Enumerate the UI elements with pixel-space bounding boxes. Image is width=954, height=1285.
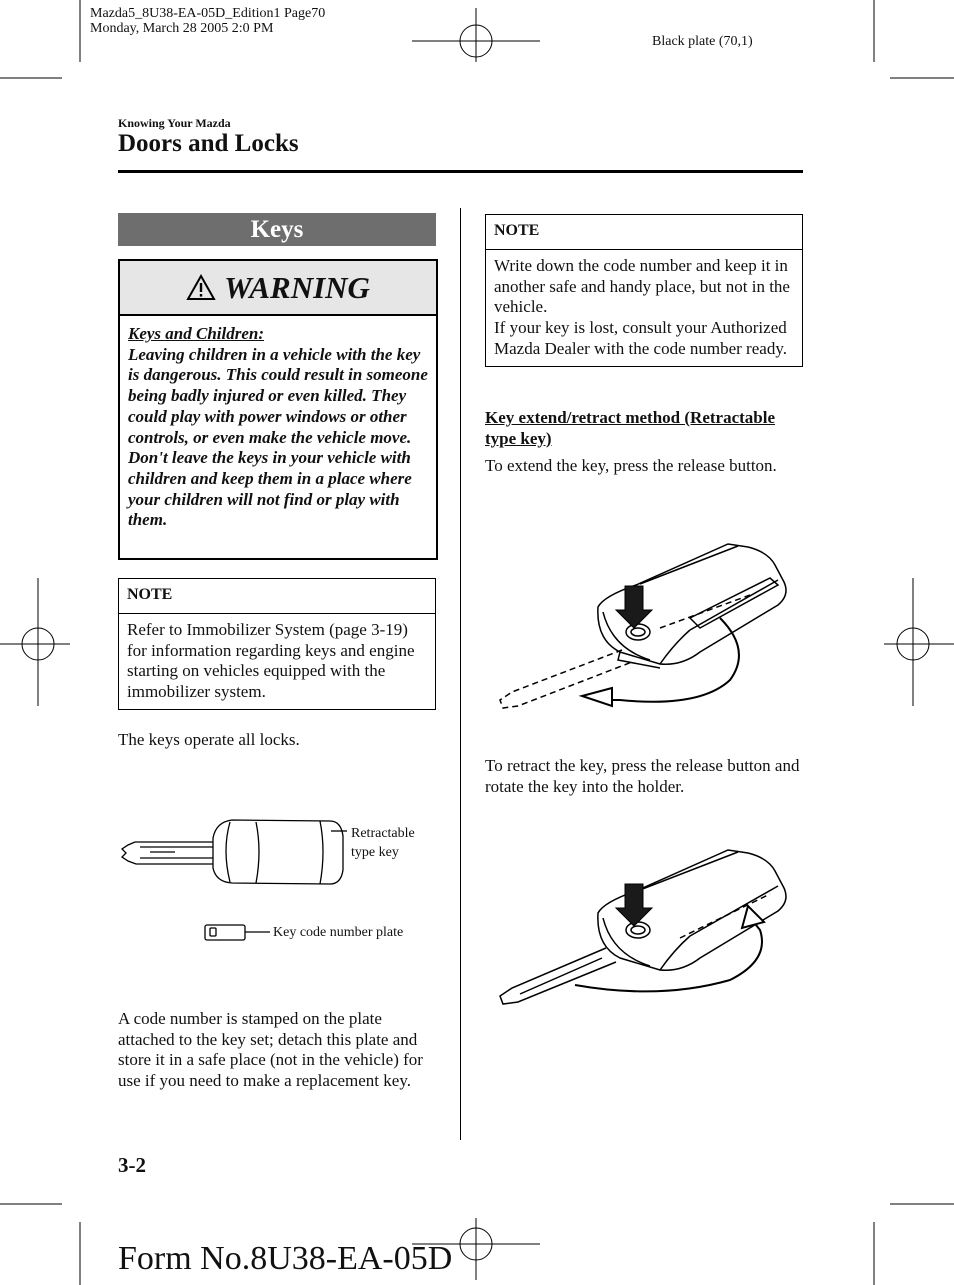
warning-subtitle: Keys and Children: — [128, 324, 265, 343]
chapter-title: Doors and Locks — [118, 130, 299, 157]
note-label: NOTE — [119, 579, 435, 614]
print-info-line1: Mazda5_8U38-EA-05D_Edition1 Page70 — [90, 6, 326, 21]
section-label: Knowing Your Mazda — [118, 116, 231, 130]
keys-intro-text: The keys operate all locks. — [118, 730, 300, 749]
warning-title: WARNING — [224, 269, 370, 305]
note-text-right: Write down the code number and keep it in another safe and handy place, but not in the vehicle. If your key is lost, consult your Authorized Mazda Dealer with the code number ready. — [494, 256, 790, 358]
callout-retractable-line2: type key — [351, 845, 399, 860]
note-text: Refer to Immobilizer System (page 3-19) for information regarding keys and engine starting on vehicles equipped with the immobilizer system. — [127, 620, 415, 702]
plate-label: Black plate (70,1) — [652, 34, 753, 49]
extend-text: To extend the key, press the release button. — [485, 456, 777, 475]
code-number-text: A code number is stamped on the plate attached to the key set; detach this plate and store it in a safe place (not in the vehicle) for use if you need to make a replacement key. — [118, 1009, 423, 1091]
print-info-line2: Monday, March 28 2005 2:0 PM — [90, 21, 274, 36]
form-number: Form No.8U38-EA-05D — [118, 1240, 453, 1277]
extend-retract-heading: Key extend/retract method (Retractable type key) — [485, 408, 775, 448]
retract-text: To retract the key, press the release button and rotate the key into the holder. — [485, 756, 800, 796]
callout-key-code-plate: Key code number plate — [273, 925, 404, 940]
warning-text: Leaving children in a vehicle with the key is dangerous. This could result in someone being badly injured or even killed. They could play with power windows or other controls, or even make the vehicle move. Don't leave the keys in your vehicle with children and keep them in a place where your children will not find or play with them. — [128, 344, 428, 530]
callout-retractable-line1: Retractable — [351, 826, 415, 841]
note-label-right: NOTE — [486, 215, 802, 250]
keys-heading: Keys — [118, 213, 436, 246]
page-number: 3-2 — [118, 1153, 146, 1177]
